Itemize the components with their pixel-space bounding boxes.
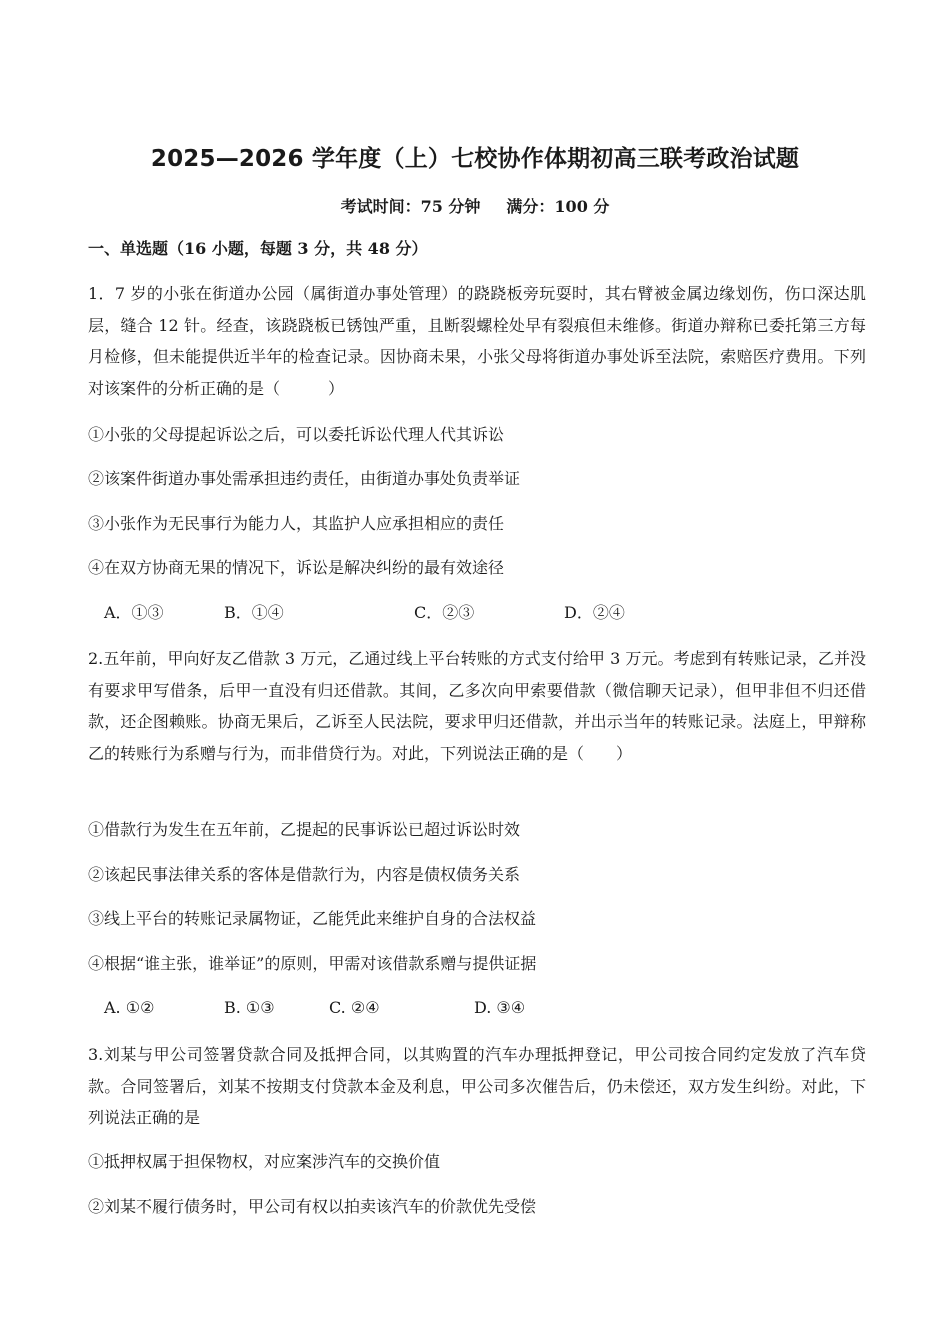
section-heading: 一、单选题（16 小题，每题 3 分，共 48 分） — [88, 239, 428, 258]
question-1-choice-a: A．①③ — [104, 603, 164, 622]
question-3-stem: 3.刘某与甲公司签署贷款合同及抵押合同，以其购置的汽车办理抵押登记，甲公司按合同约定发放了汽车贷款。合同签署后，刘某不按期支付贷款本金及利息，甲公司多次催告后，仍未偿还，双方发生纠纷。对此，下列说法正确的是 — [88, 1045, 866, 1127]
question-2-choice-a: A. ①② — [104, 998, 155, 1017]
question-2-option-4: ④根据“谁主张，谁举证”的原则，甲需对该借款系赠与提供证据 — [88, 954, 537, 973]
exam-title: 2025—2026 学年度（上）七校协作体期初高三联考政治试题 — [150, 146, 800, 172]
question-3-option-1: ①抵押权属于担保物权，对应案涉汽车的交换价值 — [88, 1152, 441, 1171]
exam-time: 考试时间：75 分钟 — [340, 197, 481, 216]
question-2-option-1: ①借款行为发生在五年前，乙提起的民事诉讼已超过诉讼时效 — [88, 820, 521, 839]
question-2-choice-d: D. ③④ — [474, 998, 526, 1017]
question-1-stem: 1．7 岁的小张在街道办公园（属街道办事处管理）的跷跷板旁玩耍时，其右臂被金属边缘划伤，伤口深达肌层，缝合 12 针。经查，该跷跷板已锈蚀严重，且断裂螺栓处早有裂痕但未维修。街道办辩称已委托第三方每月检修，但未能提供近半年的检查记录。因协商未果，小张父母将街道办事处诉至法院，索赔医疗费用。下列对该案件的分析正确的是（ ） — [88, 284, 866, 398]
question-1-choice-d: D．②④ — [564, 603, 625, 622]
question-2-option-2: ②该起民事法律关系的客体是借款行为，内容是债权债务关系 — [88, 865, 521, 884]
question-1-option-4: ④在双方协商无果的情况下，诉讼是解决纠纷的最有效途径 — [88, 558, 505, 577]
exam-score: 满分：100 分 — [506, 197, 610, 216]
question-1-choice-c: C．②③ — [414, 603, 475, 622]
question-3-option-2: ②刘某不履行债务时，甲公司有权以拍卖该汽车的价款优先受偿 — [88, 1197, 537, 1216]
question-1-option-1: ①小张的父母提起诉讼之后，可以委托诉讼代理人代其诉讼 — [88, 425, 505, 444]
question-2-choice-c: C. ②④ — [329, 998, 380, 1017]
question-2-choice-b: B. ①③ — [224, 998, 275, 1017]
question-1-option-2: ②该案件街道办事处需承担违约责任，由街道办事处负责举证 — [88, 469, 521, 488]
question-2-stem: 2.五年前，甲向好友乙借款 3 万元，乙通过线上平台转账的方式支付给甲 3 万元。考虑到有转账记录，乙并没有要求甲写借条，后甲一直没有归还借款。其间，乙多次向甲索要借款（微信聊天记录），但甲非但不归还借款，还企图赖账。协商无果后，乙诉至人民法院，要求甲归还借款，并出示当年的转账记录。法庭上，甲辩称乙的转账行为系赠与行为，而非借贷行为。对此，下列说法正确的是（ ） — [88, 649, 866, 763]
question-1-choice-b: B．①④ — [224, 603, 284, 622]
exam-info — [0, 195, 950, 219]
question-2-option-3: ③线上平台的转账记录属物证，乙能凭此来维护自身的合法权益 — [88, 909, 537, 928]
question-1-option-3: ③小张作为无民事行为能力人，其监护人应承担相应的责任 — [88, 514, 505, 533]
